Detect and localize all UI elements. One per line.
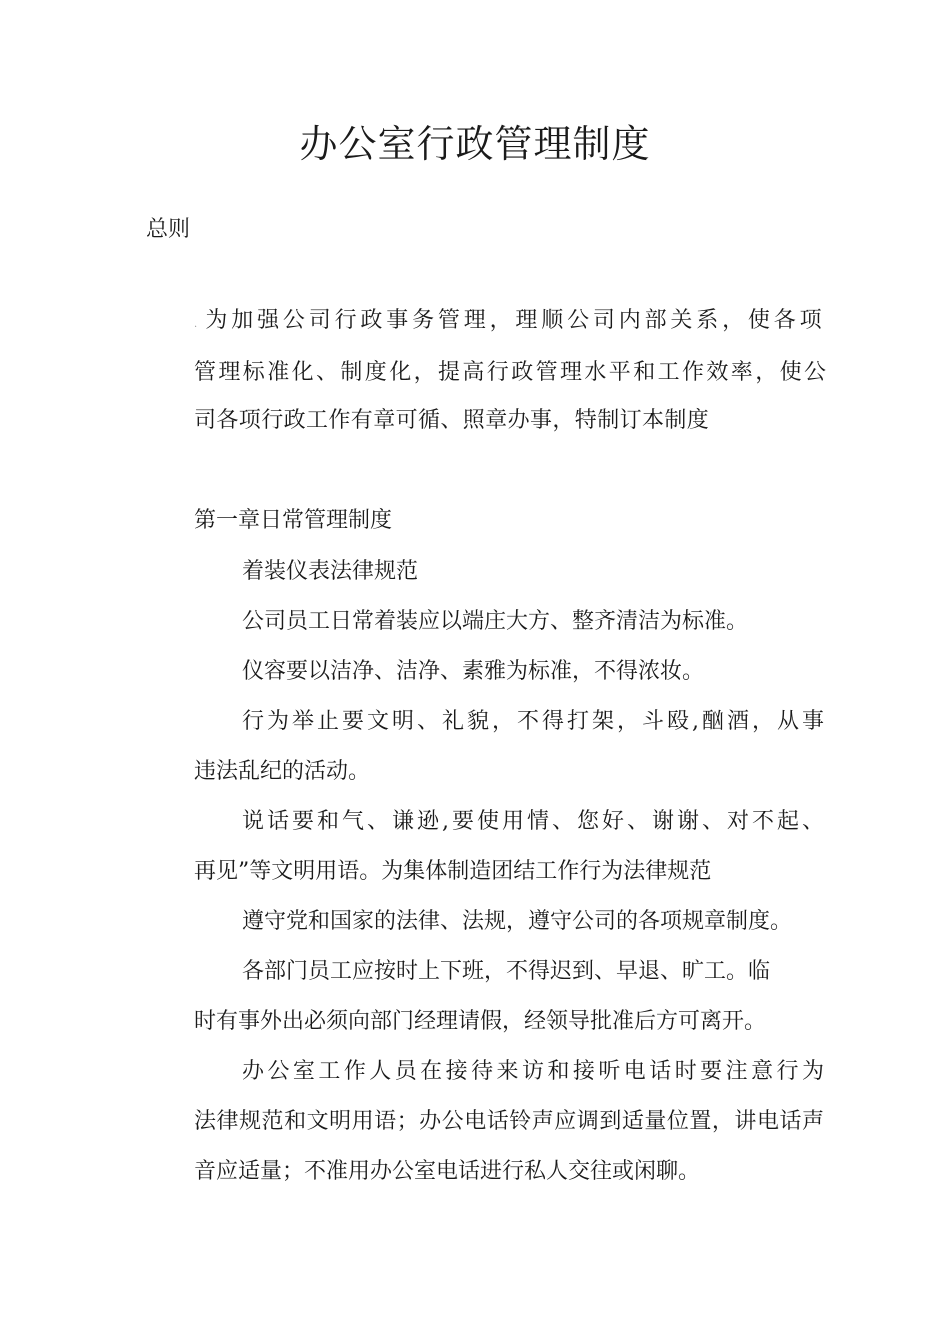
bullet-mark-icon: .: [194, 319, 200, 330]
paragraph-conduct-line-2: 违法乱纪的活动。: [194, 759, 371, 784]
paragraph-conduct-line-1: 行为举止要文明、礼貌，不得打架，斗殴,酗酒，从事: [242, 709, 824, 734]
paragraph-dress-heading: 着装仪表法律规范: [242, 559, 419, 584]
paragraph-office-conduct-line-3: 音应适量；不准用办公室电话进行私人交往或闲聊。: [194, 1159, 701, 1184]
intro-line-1-text: 为加强公司行政事务管理，理顺公司内部关系，使各项: [204, 308, 824, 333]
chapter-one-heading: 第一章日常管理制度: [194, 508, 393, 533]
paragraph-attendance-line-2: 时有事外出必须向部门经理请假，经领导批准后方可离开。: [194, 1009, 767, 1034]
intro-line-3: 司各项行政工作有章可循、照章办事，特制订本制度: [194, 408, 710, 433]
document-title: 办公室行政管理制度: [299, 122, 651, 166]
paragraph-law-compliance: 遵守党和国家的法律、法规，遵守公司的各项规章制度。: [242, 909, 793, 934]
general-provisions-heading: 总则: [146, 217, 191, 242]
intro-paragraph: [194, 297, 829, 445]
chapter-one-body: [194, 547, 824, 1197]
paragraph-speech-line-2: 再见”等文明用语。为集体制造团结工作行为法律规范: [194, 859, 712, 884]
paragraph-office-conduct-line-2: 法律规范和文明用语；办公电话铃声应调到适量位置，讲电话声: [194, 1109, 824, 1134]
paragraph-office-conduct-line-1: 办公室工作人员在接待来访和接听电话时要注意行为: [242, 1059, 824, 1084]
paragraph-dress-standard: 公司员工日常着装应以端庄大方、整齐清洁为标准。: [242, 609, 749, 634]
paragraph-attendance-line-1: 各部门员工应按时上下班，不得迟到、早退、旷工。临: [242, 959, 771, 984]
intro-line-1: [194, 297, 824, 349]
intro-line-2: 管理标准化、制度化，提高行政管理水平和工作效率，使公: [194, 360, 829, 385]
paragraph-speech-line-1: 说话要和气、谦逊,要使用情、您好、谢谢、对不起、: [242, 809, 824, 834]
paragraph-appearance: 仪容要以洁净、洁净、素雅为标准，不得浓妆。: [242, 659, 705, 684]
